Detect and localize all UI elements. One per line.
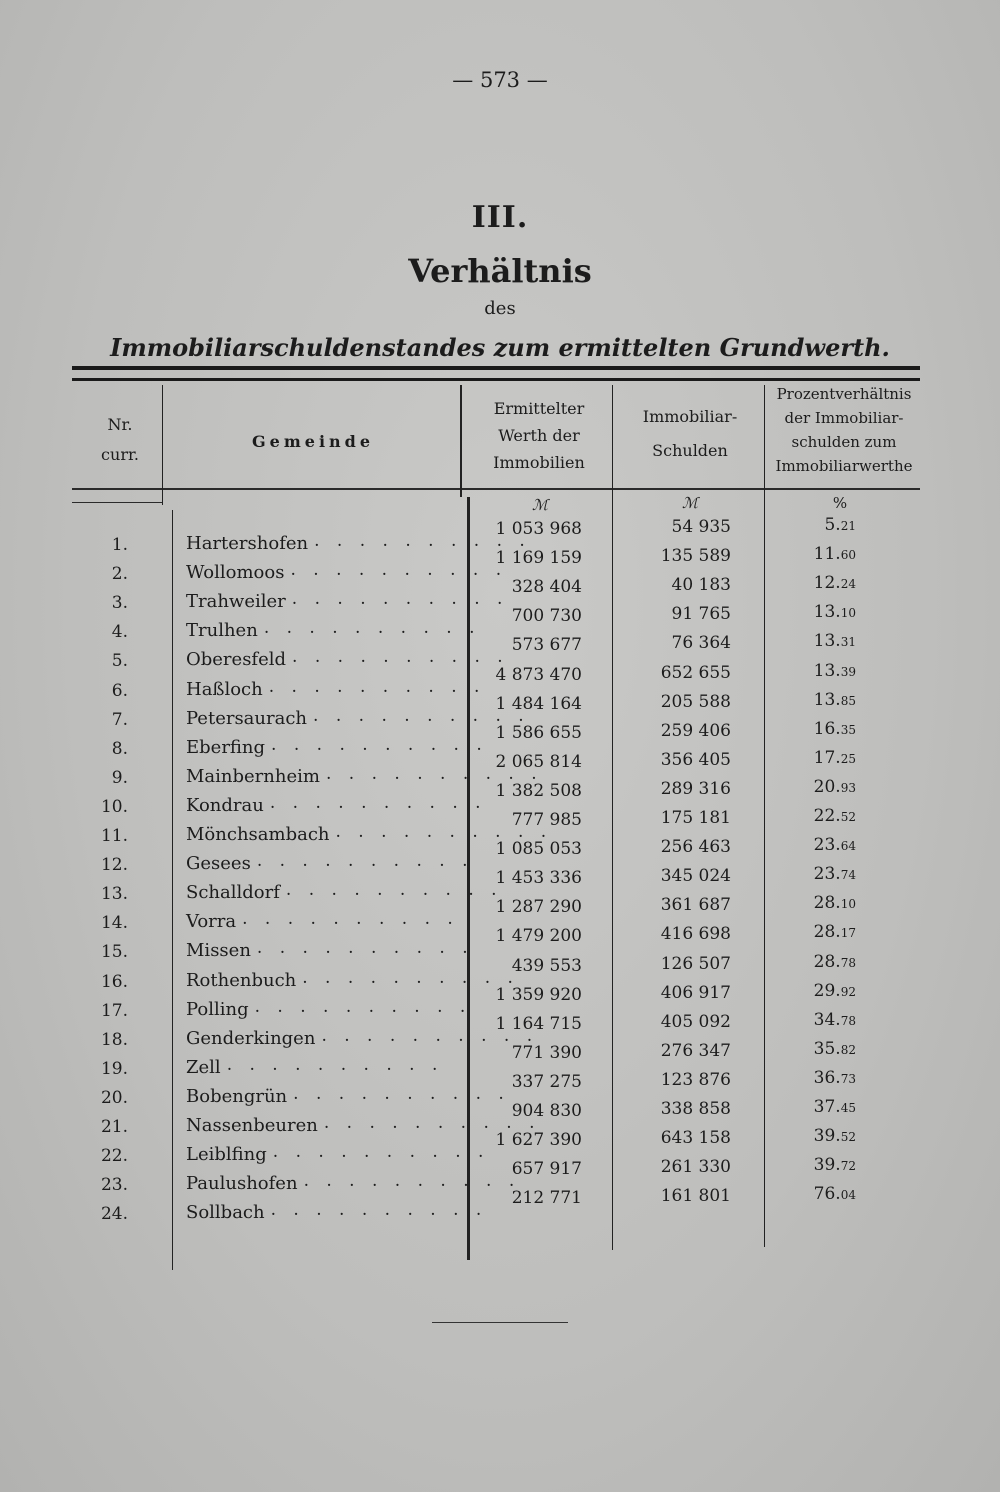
prozent-dec: 52: [840, 1130, 856, 1145]
row-number: 18.: [100, 1029, 128, 1050]
gemeinde-name: Nassenbeuren: [186, 1115, 318, 1136]
row-number: 6.: [111, 680, 128, 701]
column-divider-2: [460, 385, 462, 497]
schulden-value: 289 316: [660, 778, 731, 799]
prozent-value: [780, 777, 856, 797]
leader-dots: . . . . . . . . . .: [263, 618, 481, 639]
unit-schulden: ℳ: [681, 494, 699, 512]
gemeinde-name: Petersaurach: [186, 707, 308, 729]
leader-dots: . . . . . . . . . .: [293, 1083, 510, 1104]
wert-value: 1 479 200: [495, 926, 582, 947]
prozent-dec: 72: [840, 1159, 856, 1174]
prozent-dec: 25: [840, 751, 856, 766]
wert-value: 1 053 968: [495, 519, 582, 539]
prozent-int: 39.: [813, 1126, 841, 1147]
prozent-value: [780, 690, 856, 710]
row-number: 5.: [111, 651, 128, 672]
table-top-rule: [72, 366, 920, 370]
wert-value: 1 169 159: [495, 548, 582, 569]
prozent-int: 11.: [813, 544, 841, 565]
table-top-rule-2: [72, 378, 920, 381]
gemeinde-name: Gesees: [186, 853, 251, 875]
header-nr: [80, 410, 160, 470]
prozent-value: [780, 1097, 856, 1117]
wert-value: 573 677: [511, 635, 582, 656]
prozent-value: [780, 922, 856, 942]
wert-value: 328 404: [511, 577, 582, 598]
prozent-dec: 60: [840, 548, 856, 563]
prozent-value: [780, 1068, 856, 1088]
gemeinde-name: Eberfing: [186, 736, 266, 758]
header-gemeinde: Gemeinde: [251, 432, 375, 451]
prozent-value: [780, 1184, 856, 1204]
schulden-value: 54 935: [671, 517, 731, 537]
unit-prozent: %: [832, 494, 848, 512]
leader-dots: . . . . . . . . . .: [242, 909, 459, 930]
prozent-dec: 31: [840, 635, 856, 650]
title-connector: des: [484, 298, 516, 319]
leader-dots: . . . . . . . . . .: [271, 734, 488, 755]
prozent-int: 29.: [813, 980, 841, 1001]
schulden-value: 126 507: [660, 953, 731, 974]
prozent-value: [780, 602, 856, 622]
prozent-value: [780, 661, 856, 681]
schulden-value: 406 917: [660, 982, 731, 1003]
prozent-int: 39.: [813, 1155, 841, 1176]
nr-column-rule: [72, 502, 162, 503]
schulden-value: 76 364: [671, 633, 731, 654]
prozent-value: [780, 1039, 856, 1059]
prozent-dec: 64: [840, 839, 856, 854]
prozent-int: 5.: [824, 515, 841, 535]
wert-value: 1 382 508: [495, 780, 582, 801]
row-number: 22.: [100, 1146, 128, 1167]
schulden-value: 175 181: [660, 808, 731, 828]
schulden-value: 161 801: [660, 1186, 731, 1207]
prozent-int: 23.: [813, 864, 841, 885]
gemeinde-name: Hartershofen: [186, 533, 309, 554]
header-nr-line-2: curr.: [101, 445, 139, 464]
section-number: III.: [471, 200, 529, 235]
leader-dots: . . . . . . . . . .: [272, 1142, 490, 1163]
gemeinde-name: Sollbach: [186, 1202, 265, 1224]
leader-dots: . . . . . . . . . .: [256, 938, 474, 959]
schulden-value: 416 698: [660, 924, 731, 945]
prozent-dec: 04: [840, 1188, 856, 1203]
prozent-dec: 24: [840, 577, 856, 592]
wert-value: 1 453 336: [495, 868, 582, 889]
header-bottom-rule: [72, 488, 920, 490]
wert-value: 777 985: [511, 810, 582, 830]
wert-value: 1 359 920: [495, 984, 582, 1005]
schulden-value: 338 858: [660, 1099, 731, 1119]
wert-value: 1 586 655: [495, 722, 582, 743]
schulden-value: 356 405: [660, 749, 731, 770]
prozent-int: 13.: [813, 602, 841, 623]
prozent-dec: 45: [840, 1101, 856, 1115]
row-number: 12.: [100, 855, 128, 876]
prozent-dec: 73: [840, 1071, 856, 1086]
column-divider-1: [162, 385, 163, 505]
wert-value: 1 164 715: [495, 1013, 582, 1034]
prozent-value: [780, 1126, 856, 1146]
schulden-value: 361 687: [660, 895, 731, 916]
leader-dots: . . . . . . . . . .: [292, 647, 509, 668]
header-prozent-line-3: schulden zum: [791, 433, 897, 451]
row-number: 4.: [111, 622, 128, 643]
header-nr-line-1: Nr.: [107, 415, 133, 434]
row-number: 13.: [100, 884, 128, 905]
prozent-value: [780, 544, 856, 564]
prozent-int: 13.: [813, 689, 841, 710]
wert-value: 1 627 390: [495, 1130, 582, 1151]
prozent-int: 23.: [813, 835, 841, 856]
prozent-int: 16.: [813, 718, 841, 739]
page-number: — 573 —: [452, 68, 548, 92]
unit-wert: ℳ: [531, 496, 549, 514]
prozent-dec: 10: [840, 897, 856, 912]
prozent-value: [780, 806, 856, 826]
page-title: Verhältnis: [408, 252, 592, 290]
header-wert: [464, 395, 614, 476]
gemeinde-name: Zell: [186, 1056, 221, 1078]
prozent-value: [780, 1155, 856, 1175]
gemeinde-name: Trahweiler: [186, 591, 286, 613]
gemeinde-name: Paulushofen: [186, 1173, 298, 1195]
prozent-dec: 78: [840, 1013, 856, 1028]
prozent-int: 13.: [813, 660, 841, 681]
prozent-int: 12.: [813, 573, 841, 594]
header-schulden-line-1: Immobiliar-: [642, 407, 738, 426]
header-wert-line-1: Ermittelter: [493, 399, 585, 418]
row-number: 3.: [111, 593, 128, 614]
gemeinde-name: Vorra: [186, 911, 237, 933]
prozent-int: 22.: [813, 806, 841, 826]
prozent-dec: 93: [840, 780, 856, 795]
row-number: 8.: [111, 738, 128, 759]
schulden-value: 135 589: [660, 546, 731, 567]
row-number: 11.: [100, 826, 128, 846]
row-number: 19.: [100, 1058, 128, 1079]
prozent-value: [780, 893, 856, 913]
prozent-int: 13.: [813, 631, 841, 652]
wert-value: 657 917: [511, 1159, 582, 1180]
prozent-value: [780, 952, 856, 972]
leader-dots: . . . . . . . . . .: [321, 1025, 539, 1046]
schulden-value: 205 588: [660, 691, 731, 712]
prozent-dec: 78: [840, 955, 856, 970]
prozent-value: [780, 719, 856, 739]
prozent-dec: 92: [840, 984, 856, 999]
header-prozent-line-1: Prozentverhältnis: [776, 385, 912, 403]
row-number: 15.: [100, 942, 128, 963]
prozent-dec: 10: [840, 606, 856, 621]
schulden-value: 276 347: [660, 1040, 731, 1061]
schulden-value: 256 463: [660, 837, 731, 858]
leader-dots: . . . . . . . . . .: [254, 996, 472, 1017]
schulden-value: 123 876: [660, 1069, 731, 1090]
prozent-int: 34.: [813, 1009, 841, 1030]
gemeinde-name: Wollomoos: [186, 562, 285, 584]
schulden-value: 643 158: [660, 1128, 731, 1149]
prozent-value: [780, 573, 856, 593]
leader-dots: . . . . . . . . . .: [268, 676, 486, 697]
prozent-int: 76.: [813, 1184, 841, 1205]
wert-value: 904 830: [511, 1101, 582, 1121]
wert-value: 700 730: [511, 606, 582, 627]
row-number: 23.: [100, 1175, 128, 1196]
prozent-dec: 82: [840, 1042, 856, 1057]
prozent-dec: 74: [840, 868, 856, 883]
prozent-int: 28.: [813, 893, 841, 914]
leader-dots: . . . . . . . . . .: [269, 792, 487, 813]
footer-rule: [432, 1322, 568, 1323]
prozent-value: [780, 748, 856, 768]
schulden-value: 405 092: [660, 1011, 731, 1032]
wert-value: 1 085 053: [495, 839, 582, 860]
wert-value: 212 771: [511, 1188, 582, 1209]
header-wert-line-3: Immobilien: [493, 453, 585, 472]
prozent-value: [780, 835, 856, 855]
wert-value: 1 484 164: [495, 693, 582, 714]
prozent-value: [780, 515, 856, 535]
schulden-value: 345 024: [660, 866, 731, 887]
leader-dots: . . . . . . . . . .: [314, 531, 531, 551]
gemeinde-name: Schalldorf: [186, 882, 280, 904]
gemeinde-name: Leiblfing: [186, 1144, 267, 1166]
row-number: 2.: [111, 564, 128, 585]
header-wert-line-2: Werth der: [498, 426, 580, 445]
leader-dots: . . . . . . . . . .: [291, 589, 509, 610]
prozent-dec: 17: [840, 926, 856, 941]
leader-dots: . . . . . . . . . .: [325, 763, 543, 784]
gemeinde-name: Trulhen: [186, 620, 258, 642]
wert-value: 439 553: [511, 955, 582, 976]
gemeinde-name: Rothenbuch: [186, 969, 297, 991]
prozent-int: 20.: [813, 776, 841, 797]
prozent-dec: 35: [840, 722, 856, 737]
header-prozent-line-4: Immobiliarwerthe: [775, 457, 913, 475]
leader-dots: . . . . . . . . . .: [256, 851, 474, 872]
gemeinde-name: Mainbernheim: [186, 765, 320, 787]
prozent-int: 35.: [813, 1038, 841, 1059]
leader-dots: . . . . . . . . . .: [290, 560, 508, 581]
header-prozent-line-2: der Immobiliar-: [784, 409, 904, 427]
leader-dots: . . . . . . . . . .: [285, 880, 503, 901]
leader-dots: . . . . . . . . . .: [313, 705, 530, 726]
header-schulden-line-2: Schulden: [652, 441, 728, 460]
prozent-int: 28.: [813, 922, 841, 943]
page-subtitle: Immobiliarschuldenstandes zum ermittelten Grundwerth.: [110, 333, 890, 362]
leader-dots: . . . . . . . . . .: [270, 1200, 488, 1221]
schulden-value: 652 655: [660, 662, 731, 683]
gemeinde-name: Kondrau: [186, 794, 264, 816]
leader-dots: . . . . . . . . . .: [303, 1171, 521, 1192]
prozent-value: [780, 981, 856, 1001]
prozent-dec: 39: [840, 664, 856, 679]
prozent-dec: 21: [840, 519, 856, 533]
wert-value: 4 873 470: [495, 664, 582, 685]
wert-value: 1 287 290: [495, 897, 582, 918]
prozent-int: 37.: [813, 1097, 841, 1117]
gemeinde-name: Missen: [186, 940, 251, 962]
leader-dots: . . . . . . . . . .: [226, 1054, 444, 1075]
prozent-int: 36.: [813, 1067, 841, 1088]
wert-value: 2 065 814: [495, 751, 582, 772]
prozent-dec: 85: [840, 693, 856, 708]
row-number: 10.: [100, 796, 128, 817]
prozent-value: [780, 631, 856, 651]
header-prozent: [762, 382, 926, 478]
wert-value: 337 275: [511, 1071, 582, 1092]
row-number: 24.: [100, 1204, 128, 1225]
gemeinde-name: Bobengrün: [186, 1085, 288, 1107]
prozent-int: 28.: [813, 951, 841, 972]
prozent-value: [780, 864, 856, 884]
row-number: 7.: [111, 709, 128, 730]
schulden-value: 91 765: [671, 604, 731, 625]
row-number: 1.: [111, 535, 128, 555]
schulden-value: 259 406: [660, 720, 731, 741]
row-number: 21.: [100, 1117, 128, 1137]
leader-dots: . . . . . . . . . .: [302, 967, 519, 988]
prozent-dec: 52: [840, 810, 856, 824]
leader-dots: . . . . . . . . . .: [323, 1113, 541, 1133]
gemeinde-name: Genderkingen: [186, 1027, 316, 1049]
row-number: 16.: [100, 971, 128, 992]
row-number: 20.: [100, 1087, 128, 1108]
gemeinde-name: Oberesfeld: [186, 649, 287, 671]
prozent-value: [780, 1010, 856, 1030]
schulden-value: 261 330: [660, 1157, 731, 1178]
gemeinde-name: Polling: [186, 998, 249, 1020]
row-number: 9.: [111, 767, 128, 788]
gemeinde-name: Haßloch: [186, 678, 263, 700]
header-schulden: [616, 400, 764, 468]
row-number: 17.: [100, 1000, 128, 1021]
prozent-int: 17.: [813, 747, 841, 768]
schulden-value: 40 183: [671, 575, 731, 596]
leader-dots: . . . . . . . . . .: [335, 822, 553, 842]
wert-value: 771 390: [511, 1042, 582, 1063]
gemeinde-name: Mönchsambach: [186, 824, 330, 845]
row-number: 14.: [100, 913, 128, 934]
